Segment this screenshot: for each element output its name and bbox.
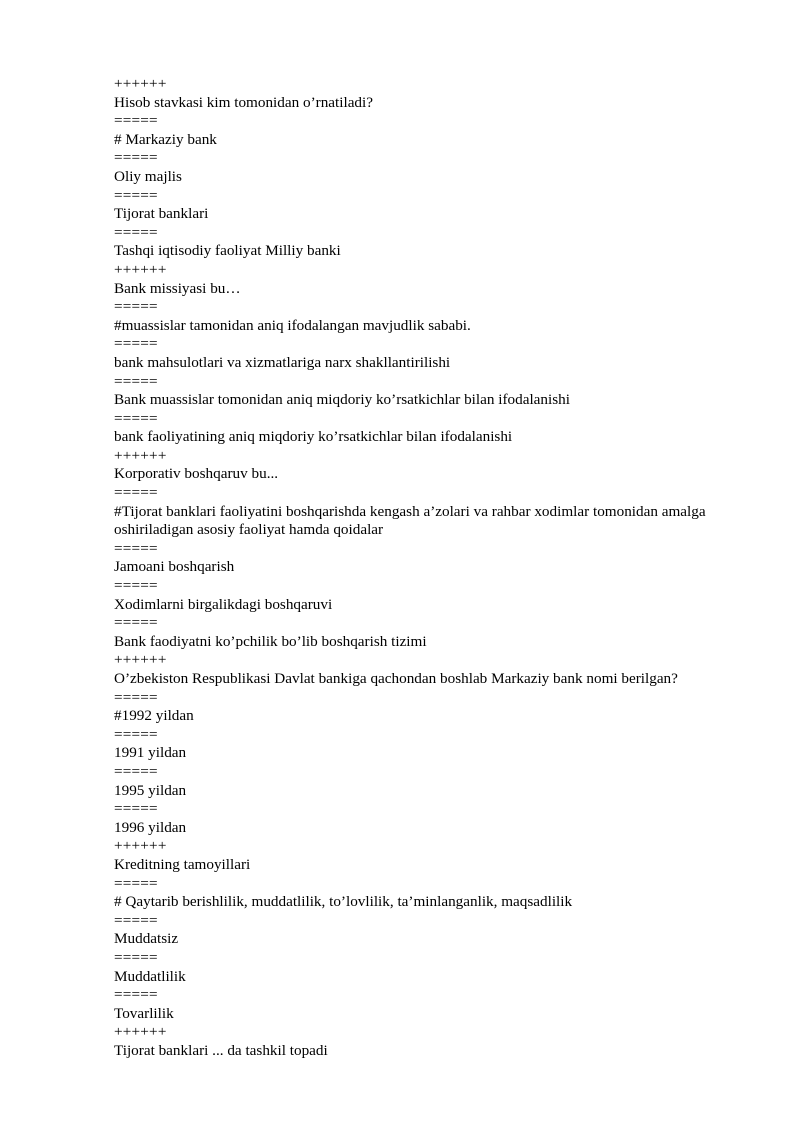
question-text: Tijorat banklari ... da tashkil topadi — [114, 1041, 328, 1059]
answer-separator: ===== — [114, 112, 158, 130]
answer-separator: ===== — [114, 186, 158, 204]
answer-separator: ===== — [114, 725, 158, 743]
answer-correct: #muassislar tamonidan aniq ifodalangan mavjudlik sababi. — [114, 316, 471, 334]
answer-correct: #1992 yildan — [114, 707, 194, 725]
question-text: Kreditning tamoyillari — [114, 855, 251, 873]
answer-separator: ===== — [114, 911, 158, 929]
question-text: Hisob stavkasi kim tomonidan o’rnatiladi? — [114, 93, 373, 111]
question-separator: ++++++ — [114, 1023, 167, 1041]
question-text: Bank missiyasi bu… — [114, 279, 241, 297]
answer-separator: ===== — [114, 577, 158, 595]
answer-correct: # Markaziy bank — [114, 130, 217, 148]
answer-separator: ===== — [114, 948, 158, 966]
answer-correct: #Tijorat banklari faoliyatini boshqarishda kengash a’zolari va rahbar xodimlar tomonidan amalga oshiriladigan asosiy faoliyat hamda qoidalar — [114, 502, 706, 539]
answer-option: Bank muassislar tomonidan aniq miqdoriy ko’rsatkichlar bilan ifodalanishi — [114, 391, 570, 409]
answer-option: Xodimlarni birgalikdagi boshqaruvi — [114, 595, 333, 613]
answer-option: Tovarlilik — [114, 1004, 174, 1022]
answer-separator: ===== — [114, 800, 158, 818]
answer-option: bank faoliyatining aniq miqdoriy ko’rsatkichlar bilan ifodalanishi — [114, 428, 513, 446]
answer-option: Tijorat banklari — [114, 205, 209, 223]
answer-separator: ===== — [114, 149, 158, 167]
question-separator: ++++++ — [114, 75, 167, 92]
answer-separator: ===== — [114, 409, 158, 427]
answer-option: Muddatsiz — [114, 930, 179, 948]
answer-option: 1996 yildan — [114, 818, 187, 836]
question-separator: ++++++ — [114, 837, 167, 855]
question-separator: ++++++ — [114, 446, 167, 464]
answer-option: 1991 yildan — [114, 744, 187, 762]
answer-option: 1995 yildan — [114, 781, 187, 799]
question-text: Korporativ boshqaruv bu... — [114, 465, 279, 483]
answer-option: Bank faodiyatni ko’pchilik bo’lib boshqarish tizimi — [114, 632, 427, 650]
answer-option: Tashqi iqtisodiy faoliyat Milliy banki — [114, 242, 341, 260]
answer-separator: ===== — [114, 688, 158, 706]
answer-separator: ===== — [114, 223, 158, 241]
question-text: O’zbekiston Respublikasi Davlat bankiga qachondan boshlab Markaziy bank nomi berilgan? — [114, 670, 678, 687]
answer-option: Oliy majlis — [114, 167, 182, 185]
answer-separator: ===== — [114, 484, 158, 502]
question-separator: ++++++ — [114, 260, 167, 278]
answer-separator: ===== — [114, 372, 158, 390]
answer-separator: ===== — [114, 539, 158, 557]
answer-separator: ===== — [114, 986, 158, 1004]
answer-option: Muddatlilik — [114, 967, 186, 985]
answer-correct: # Qaytarib berishlilik, muddatlilik, to’lovlilik, ta’minlanganlik, maqsadlilik — [114, 893, 573, 911]
answer-separator: ===== — [114, 874, 158, 892]
answer-separator: ===== — [114, 762, 158, 780]
question-separator: ++++++ — [114, 651, 167, 669]
document-page — [114, 75, 754, 1060]
answer-separator: ===== — [114, 335, 158, 353]
answer-separator: ===== — [114, 614, 158, 632]
answer-option: Jamoani boshqarish — [114, 558, 235, 576]
answer-separator: ===== — [114, 298, 158, 316]
answer-option: bank mahsulotlari va xizmatlariga narx shakllantirilishi — [114, 353, 451, 371]
